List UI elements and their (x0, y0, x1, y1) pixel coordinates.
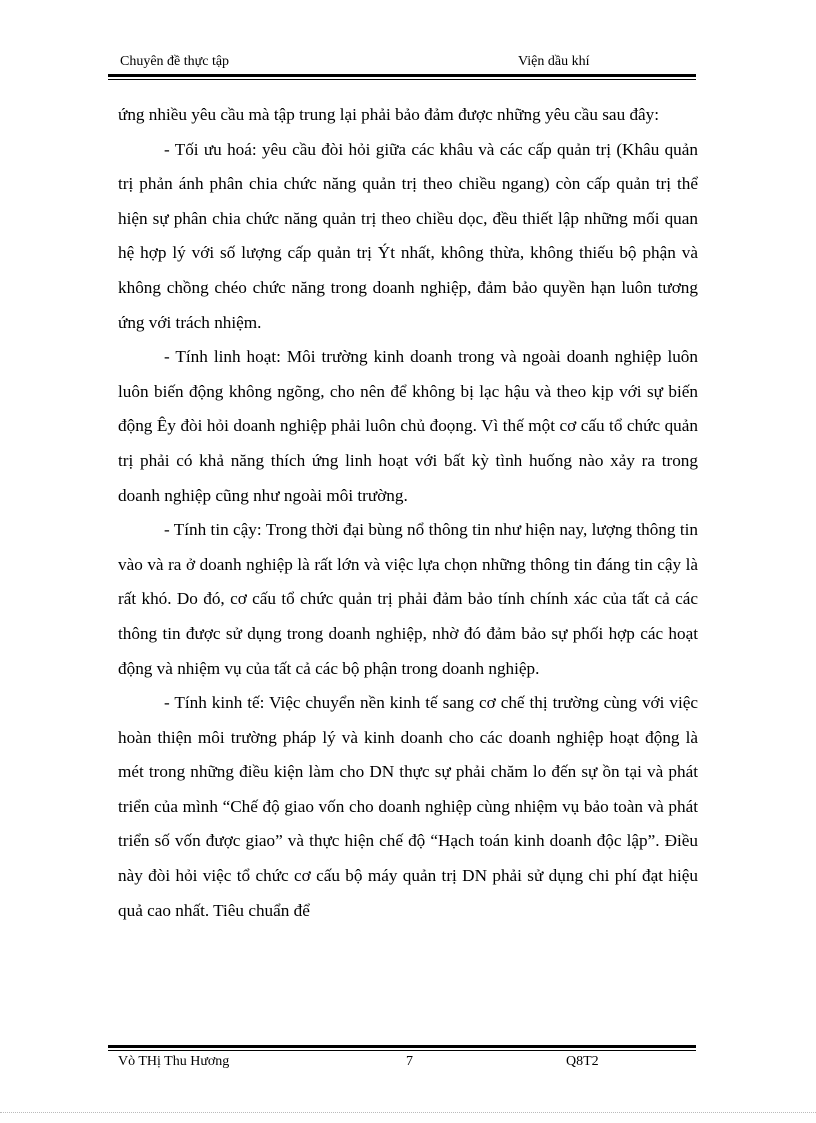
page-edge-divider (0, 1112, 816, 1113)
paragraph-optimization: - Tối ưu hoá: yêu cầu đòi hỏi giữa các khâu và các cấp quản trị (Khâu quản trị phản ánh phân chia chức năng quản trị theo chiều ngang) còn cấp quản trị thể hiện sự phân chia chức năng quản trị theo chiều dọc, đều thiết lập những mối quan hệ hợp lý với số lượng cấp quản trị Ýt nhất, không thừa, không thiếu bộ phận và không chồng chéo chức năng trong doanh nghiệp, đảm bảo quyền hạn luôn tương ứng với trách nhiệm. (118, 139, 698, 332)
paragraph-flexibility: - Tính linh hoạt: Môi trường kinh doanh trong và ngoài doanh nghiệp luôn luôn biến động không ngõng, cho nên để không bị lạc hậu và theo kịp với sự biến động Êy đòi hỏi doanh nghiệp phải luôn chủ đoọng. Vì thế một cơ cấu tổ chức quản trị phải có khả năng thích ứng linh hoạt với bất kỳ tình huống nào xảy ra trong doanh nghiệp cũng như ngoài môi trường. (118, 347, 698, 505)
header-left-title: Chuyên đề thực tập (120, 54, 230, 69)
page-footer (108, 1054, 696, 1076)
header-rule-thin (108, 79, 696, 80)
footer-rule-thick (108, 1045, 696, 1048)
document-body (118, 98, 698, 928)
page-header (108, 52, 696, 74)
header-rule-thick (108, 74, 696, 77)
paragraph-reliability: - Tính tin cậy: Trong thời đại bùng nổ thông tin như hiện nay, lượng thông tin vào và ra ở doanh nghiệp là rất lớn và việc lựa chọn những thông tin đáng tin cậy là rất khó. Do đó, cơ cấu tổ chức quản trị phải đảm bảo tính chính xác của tất cả các thông tin được sử dụng trong doanh nghiệp, nhờ đó đảm bảo sự phối hợp các hoạt động và nhiệm vụ của tất cả các bộ phận trong doanh nghiệp. (118, 520, 698, 678)
footer-class-code: Q8T2 (566, 1054, 599, 1069)
header-right-title: Viện dầu khí (518, 54, 590, 69)
page-number: 7 (406, 1054, 413, 1069)
footer-author: Vò THị Thu Hương (118, 1054, 230, 1069)
paragraph-economy: - Tính kinh tế: Việc chuyển nền kinh tế sang cơ chế thị trường cùng với việc hoàn thiện môi trường pháp lý và kinh doanh cho các doanh nghiệp hoạt động là mét trong những điều kiện làm cho DN thực sự phải chăm lo đến sự ồn tại và phát triển của mình “Chế độ giao vốn cho doanh nghiệp cùng nhiệm vụ bảo toàn và phát triển số vốn được giao” và thực hiện chế độ “Hạch toán kinh doanh độc lập”. Điều này đòi hỏi việc tổ chức cơ cấu bộ máy quản trị DN phải sử dụng chi phí đạt hiệu quả cao nhất. Tiêu chuẩn để (118, 693, 698, 920)
footer-rule-thin (108, 1050, 696, 1051)
paragraph-continuation: ứng nhiều yêu cầu mà tập trung lại phải bảo đảm được những yêu cầu sau đây: (118, 105, 660, 124)
